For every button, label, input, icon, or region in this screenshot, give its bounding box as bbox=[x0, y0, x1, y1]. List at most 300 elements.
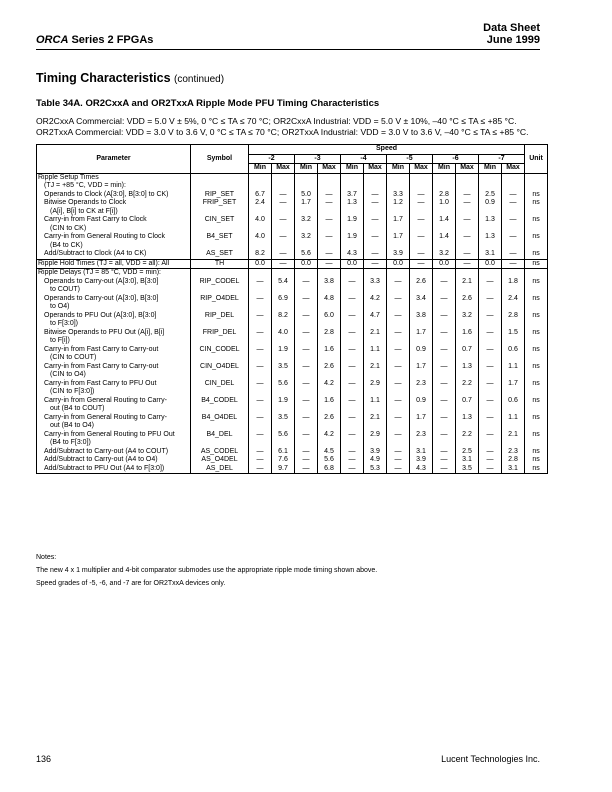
unit-cell bbox=[525, 405, 548, 414]
value-cell bbox=[387, 405, 410, 414]
value-cell: 1.7 bbox=[410, 414, 433, 423]
table-row bbox=[37, 312, 548, 321]
value-cell: 2.6 bbox=[456, 295, 479, 304]
value-cell: 1.9 bbox=[272, 346, 295, 355]
value-cell bbox=[502, 439, 525, 448]
table-row bbox=[37, 259, 548, 269]
max-header: Max bbox=[456, 164, 479, 174]
max-header: Max bbox=[272, 164, 295, 174]
value-cell bbox=[318, 337, 341, 346]
value-cell bbox=[479, 225, 502, 234]
value-cell: 1.5 bbox=[502, 329, 525, 338]
value-cell: 2.1 bbox=[456, 278, 479, 287]
value-cell bbox=[318, 405, 341, 414]
value-cell: 0.9 bbox=[410, 397, 433, 406]
value-cell: — bbox=[502, 216, 525, 225]
value-cell: 0.0 bbox=[295, 259, 318, 269]
table-row bbox=[37, 346, 548, 355]
table-row-continuation bbox=[37, 337, 548, 346]
value-cell: 1.3 bbox=[479, 216, 502, 225]
value-cell bbox=[479, 422, 502, 431]
parameter-text: to F[3:0]) bbox=[50, 320, 79, 327]
parameter-text: Carry-in from Fast Carry to Clock bbox=[44, 216, 147, 223]
value-cell: 2.3 bbox=[502, 448, 525, 457]
value-cell: 3.1 bbox=[410, 448, 433, 457]
value-cell: 3.9 bbox=[387, 250, 410, 259]
value-cell bbox=[433, 371, 456, 380]
symbol-cell: RIP_O4DEL bbox=[191, 295, 249, 304]
value-cell: — bbox=[433, 363, 456, 372]
value-cell: 4.0 bbox=[249, 216, 272, 225]
parameter-text: Operands to Clock (A[3:0], B[3:0] to CK) bbox=[44, 190, 169, 198]
value-cell bbox=[456, 208, 479, 217]
value-cell bbox=[456, 225, 479, 234]
value-cell: — bbox=[502, 199, 525, 208]
value-cell bbox=[318, 208, 341, 217]
value-cell: — bbox=[387, 380, 410, 389]
value-cell: — bbox=[387, 414, 410, 423]
symbol-cell: B4_SET bbox=[191, 233, 249, 242]
value-cell bbox=[295, 439, 318, 448]
unit-cell: ns bbox=[525, 199, 548, 208]
table-caption: Table 34A. OR2CxxA and OR2TxxA Ripple Mode PFU Timing Characteristics bbox=[36, 98, 380, 109]
symbol-cell bbox=[191, 388, 249, 397]
value-cell: 1.7 bbox=[502, 380, 525, 389]
value-cell bbox=[295, 286, 318, 295]
symbol-cell: CIN_CODEL bbox=[191, 346, 249, 355]
value-cell: 3.4 bbox=[410, 295, 433, 304]
unit-cell bbox=[525, 388, 548, 397]
value-cell bbox=[479, 286, 502, 295]
value-cell bbox=[410, 422, 433, 431]
parameter-text: Operands to PFU Out (A[3:0], B[3:0] bbox=[44, 311, 157, 319]
value-cell: — bbox=[341, 465, 364, 474]
parameter-text: (A[i], B[i] to CK at F[i]) bbox=[50, 207, 118, 215]
value-cell bbox=[364, 242, 387, 251]
value-cell bbox=[502, 303, 525, 312]
value-cell: — bbox=[318, 259, 341, 269]
symbol-cell bbox=[191, 208, 249, 217]
value-cell: — bbox=[479, 465, 502, 474]
value-cell: 8.2 bbox=[272, 312, 295, 321]
table-row-continuation bbox=[37, 242, 548, 251]
symbol-cell: CIN_O4DEL bbox=[191, 363, 249, 372]
value-cell bbox=[318, 242, 341, 251]
value-cell: — bbox=[410, 191, 433, 200]
parameter-text: Carry-in from General Routing to Carry- bbox=[44, 396, 167, 404]
min-header: Min bbox=[387, 164, 410, 174]
parameter-text: out (B4 to O4) bbox=[50, 422, 94, 429]
value-cell: — bbox=[456, 250, 479, 259]
value-cell: 0.9 bbox=[410, 346, 433, 355]
symbol-cell bbox=[191, 320, 249, 329]
value-cell: — bbox=[295, 448, 318, 457]
parameter-text: Add/Subtract to Carry-out (A4 to O4) bbox=[44, 456, 158, 463]
value-cell: 1.3 bbox=[479, 233, 502, 242]
value-cell bbox=[249, 422, 272, 431]
value-cell: — bbox=[295, 414, 318, 423]
value-cell bbox=[272, 286, 295, 295]
value-cell: — bbox=[410, 233, 433, 242]
conditions-line: OR2CxxA Commercial: VDD = 5.0 V ± 5%, 0 °C ≤ TA ≤ 70 °C; OR2CxxA Industrial: VDD = 5.0 V ± 10%, –40 °C ≤ TA ≤ +85 °C. bbox=[36, 116, 517, 126]
value-cell: — bbox=[341, 448, 364, 457]
value-cell bbox=[272, 371, 295, 380]
value-cell: — bbox=[479, 380, 502, 389]
page-number: 136 bbox=[36, 754, 52, 764]
table-row bbox=[37, 431, 548, 440]
parameter-text: (B4 to CK) bbox=[50, 241, 83, 249]
value-cell bbox=[479, 388, 502, 397]
symbol-cell bbox=[191, 422, 249, 431]
unit-cell: ns bbox=[525, 456, 548, 465]
value-cell: 6.7 bbox=[249, 191, 272, 200]
value-cell bbox=[272, 337, 295, 346]
table-row bbox=[37, 456, 548, 465]
value-cell: 1.1 bbox=[502, 414, 525, 423]
header-speed: Speed bbox=[249, 145, 525, 155]
value-cell: 1.0 bbox=[433, 199, 456, 208]
value-cell: 1.4 bbox=[433, 216, 456, 225]
value-cell bbox=[502, 388, 525, 397]
value-cell bbox=[364, 208, 387, 217]
value-cell: — bbox=[433, 329, 456, 338]
header-symbol: Symbol bbox=[191, 145, 249, 174]
value-cell bbox=[364, 371, 387, 380]
value-cell bbox=[318, 388, 341, 397]
value-cell: — bbox=[456, 216, 479, 225]
value-cell: — bbox=[318, 250, 341, 259]
value-cell: — bbox=[295, 346, 318, 355]
symbol-cell bbox=[191, 242, 249, 251]
value-cell: 1.4 bbox=[433, 233, 456, 242]
min-header: Min bbox=[479, 164, 502, 174]
parameter-text: Carry-in from Fast Carry to Carry-out bbox=[44, 362, 159, 370]
value-cell: — bbox=[364, 199, 387, 208]
table-row-continuation bbox=[37, 225, 548, 234]
unit-cell bbox=[525, 354, 548, 363]
table-row-continuation bbox=[37, 422, 548, 431]
value-cell: 3.7 bbox=[341, 191, 364, 200]
value-cell: — bbox=[479, 414, 502, 423]
value-cell: — bbox=[318, 199, 341, 208]
value-cell bbox=[410, 303, 433, 312]
symbol-cell: B4_O4DEL bbox=[191, 414, 249, 423]
value-cell: — bbox=[387, 312, 410, 321]
table-row-continuation bbox=[37, 303, 548, 312]
value-cell bbox=[502, 320, 525, 329]
timing-table bbox=[36, 144, 548, 474]
value-cell bbox=[295, 242, 318, 251]
product-name-italic: ORCA bbox=[36, 34, 69, 46]
value-cell: — bbox=[249, 312, 272, 321]
symbol-cell bbox=[191, 439, 249, 448]
value-cell: 4.0 bbox=[249, 233, 272, 242]
value-cell: 2.6 bbox=[410, 278, 433, 287]
table-group bbox=[37, 173, 548, 259]
value-cell: 2.9 bbox=[364, 431, 387, 440]
parameter-text: (B4 to F[3:0]) bbox=[50, 439, 91, 446]
value-cell: 3.2 bbox=[433, 250, 456, 259]
value-cell bbox=[364, 388, 387, 397]
value-cell: — bbox=[387, 431, 410, 440]
value-cell: — bbox=[295, 431, 318, 440]
value-cell bbox=[387, 337, 410, 346]
table-group bbox=[37, 259, 548, 269]
value-cell bbox=[433, 286, 456, 295]
value-cell bbox=[502, 225, 525, 234]
max-header: Max bbox=[502, 164, 525, 174]
value-cell bbox=[341, 320, 364, 329]
value-cell: 5.0 bbox=[295, 191, 318, 200]
value-cell bbox=[456, 405, 479, 414]
value-cell bbox=[295, 320, 318, 329]
value-cell bbox=[387, 320, 410, 329]
value-cell: — bbox=[318, 233, 341, 242]
value-cell: 3.5 bbox=[272, 363, 295, 372]
value-cell: 2.4 bbox=[249, 199, 272, 208]
value-cell bbox=[364, 422, 387, 431]
value-cell: 4.8 bbox=[318, 295, 341, 304]
unit-cell bbox=[525, 208, 548, 217]
value-cell: 3.9 bbox=[410, 456, 433, 465]
value-cell: — bbox=[456, 259, 479, 269]
value-cell bbox=[341, 422, 364, 431]
min-header: Min bbox=[433, 164, 456, 174]
value-cell bbox=[272, 303, 295, 312]
symbol-cell bbox=[191, 405, 249, 414]
unit-cell: ns bbox=[525, 346, 548, 355]
value-cell: — bbox=[295, 456, 318, 465]
value-cell: 3.3 bbox=[364, 278, 387, 287]
parameter-text: Add/Subtract to Carry-out (A4 to COUT) bbox=[44, 447, 169, 455]
value-cell: 9.7 bbox=[272, 465, 295, 474]
value-cell bbox=[410, 388, 433, 397]
value-cell: 7.6 bbox=[272, 456, 295, 465]
value-cell: 2.1 bbox=[364, 329, 387, 338]
value-cell: — bbox=[502, 250, 525, 259]
value-cell bbox=[410, 242, 433, 251]
value-cell bbox=[272, 422, 295, 431]
value-cell bbox=[479, 320, 502, 329]
value-cell: 0.0 bbox=[387, 259, 410, 269]
value-cell: — bbox=[272, 216, 295, 225]
table-row bbox=[37, 397, 548, 406]
value-cell: — bbox=[433, 456, 456, 465]
value-cell: 2.8 bbox=[318, 329, 341, 338]
table-row bbox=[37, 295, 548, 304]
value-cell bbox=[295, 422, 318, 431]
parameter-text: (CIN to F[3:0]) bbox=[50, 388, 95, 395]
symbol-cell: TH bbox=[191, 259, 249, 269]
value-cell bbox=[456, 371, 479, 380]
value-cell: — bbox=[387, 346, 410, 355]
value-cell: — bbox=[433, 448, 456, 457]
parameter-text: (CIN to CK) bbox=[50, 224, 87, 232]
value-cell bbox=[249, 388, 272, 397]
value-cell: 0.0 bbox=[433, 259, 456, 269]
value-cell: — bbox=[479, 346, 502, 355]
unit-cell: ns bbox=[525, 216, 548, 225]
table-row bbox=[37, 250, 548, 259]
value-cell bbox=[479, 405, 502, 414]
value-cell bbox=[318, 286, 341, 295]
value-cell bbox=[249, 242, 272, 251]
value-cell: — bbox=[249, 295, 272, 304]
value-cell: 2.1 bbox=[364, 363, 387, 372]
header-parameter: Parameter bbox=[37, 145, 191, 174]
value-cell: 4.3 bbox=[410, 465, 433, 474]
value-cell: — bbox=[318, 216, 341, 225]
value-cell bbox=[479, 208, 502, 217]
value-cell: — bbox=[295, 397, 318, 406]
value-cell: 3.1 bbox=[502, 465, 525, 474]
value-cell: — bbox=[479, 431, 502, 440]
unit-cell bbox=[525, 225, 548, 234]
value-cell bbox=[433, 405, 456, 414]
value-cell: 0.7 bbox=[456, 346, 479, 355]
value-cell bbox=[410, 371, 433, 380]
symbol-cell: FRIP_DEL bbox=[191, 329, 249, 338]
value-cell: 5.6 bbox=[318, 456, 341, 465]
value-cell: 1.6 bbox=[456, 329, 479, 338]
parameter-text: to COUT) bbox=[50, 286, 80, 293]
value-cell: — bbox=[387, 465, 410, 474]
parameter-text: to O4) bbox=[50, 303, 70, 310]
value-cell: 3.1 bbox=[456, 456, 479, 465]
value-cell bbox=[249, 337, 272, 346]
value-cell bbox=[295, 371, 318, 380]
value-cell: — bbox=[456, 199, 479, 208]
parameter-text: Add/Subtract to PFU Out (A4 to F[3:0]) bbox=[44, 464, 165, 472]
parameter-text: Carry-in from General Routing to Clock bbox=[44, 233, 165, 240]
value-cell bbox=[341, 242, 364, 251]
value-cell: — bbox=[249, 456, 272, 465]
value-cell bbox=[318, 320, 341, 329]
table-group bbox=[37, 269, 548, 474]
value-cell bbox=[364, 303, 387, 312]
value-cell: — bbox=[341, 278, 364, 287]
unit-cell: ns bbox=[525, 363, 548, 372]
value-cell: 0.6 bbox=[502, 346, 525, 355]
symbol-cell: B4_DEL bbox=[191, 431, 249, 440]
max-header: Max bbox=[364, 164, 387, 174]
value-cell: — bbox=[387, 456, 410, 465]
value-cell: — bbox=[249, 278, 272, 287]
value-cell bbox=[387, 439, 410, 448]
value-cell bbox=[387, 354, 410, 363]
doc-type: Data Sheet bbox=[483, 22, 540, 34]
table-row bbox=[37, 278, 548, 287]
value-cell: — bbox=[295, 465, 318, 474]
value-cell bbox=[456, 337, 479, 346]
value-cell bbox=[249, 439, 272, 448]
value-cell bbox=[341, 303, 364, 312]
value-cell bbox=[295, 303, 318, 312]
value-cell: 6.1 bbox=[272, 448, 295, 457]
value-cell: — bbox=[433, 431, 456, 440]
value-cell: — bbox=[364, 216, 387, 225]
section-title-main: Timing Characteristics bbox=[36, 71, 171, 85]
group-heading-text: (TJ = +85 °C, VDD = min): bbox=[44, 182, 126, 189]
value-cell: — bbox=[295, 312, 318, 321]
value-cell bbox=[249, 286, 272, 295]
value-cell bbox=[387, 286, 410, 295]
value-cell: — bbox=[341, 380, 364, 389]
parameter-text: Carry-in from Fast Carry to Carry-out bbox=[44, 345, 159, 353]
value-cell bbox=[295, 354, 318, 363]
value-cell bbox=[410, 208, 433, 217]
value-cell: — bbox=[479, 278, 502, 287]
value-cell: — bbox=[249, 346, 272, 355]
value-cell bbox=[410, 286, 433, 295]
value-cell: — bbox=[295, 278, 318, 287]
value-cell bbox=[456, 388, 479, 397]
value-cell bbox=[364, 337, 387, 346]
value-cell bbox=[433, 388, 456, 397]
value-cell bbox=[433, 225, 456, 234]
value-cell bbox=[249, 225, 272, 234]
value-cell: — bbox=[433, 295, 456, 304]
table-row-continuation bbox=[37, 405, 548, 414]
parameter-text: Bitwise Operands to PFU Out (A[i], B[i] bbox=[44, 328, 165, 336]
parameter-text: Operands to Carry-out (A[3:0], B[3:0] bbox=[44, 277, 159, 285]
value-cell: — bbox=[479, 397, 502, 406]
value-cell bbox=[364, 354, 387, 363]
value-cell bbox=[479, 439, 502, 448]
value-cell: — bbox=[272, 191, 295, 200]
unit-cell bbox=[525, 303, 548, 312]
parameter-text: (CIN to COUT) bbox=[50, 354, 97, 361]
value-cell bbox=[479, 371, 502, 380]
value-cell: — bbox=[341, 312, 364, 321]
symbol-cell bbox=[191, 286, 249, 295]
unit-cell: ns bbox=[525, 414, 548, 423]
value-cell: 5.3 bbox=[364, 465, 387, 474]
value-cell bbox=[433, 422, 456, 431]
value-cell: — bbox=[341, 346, 364, 355]
value-cell: 0.6 bbox=[502, 397, 525, 406]
symbol-cell bbox=[191, 303, 249, 312]
value-cell: — bbox=[433, 397, 456, 406]
value-cell: — bbox=[479, 456, 502, 465]
speed-grade-header: -3 bbox=[295, 154, 341, 164]
value-cell bbox=[410, 225, 433, 234]
speed-grade-header: -2 bbox=[249, 154, 295, 164]
value-cell: 3.1 bbox=[479, 250, 502, 259]
value-cell: 6.9 bbox=[272, 295, 295, 304]
value-cell: — bbox=[410, 199, 433, 208]
max-header: Max bbox=[410, 164, 433, 174]
table-row bbox=[37, 465, 548, 474]
value-cell: 2.2 bbox=[456, 380, 479, 389]
value-cell bbox=[249, 405, 272, 414]
value-cell: 2.8 bbox=[433, 191, 456, 200]
symbol-cell: FRIP_SET bbox=[191, 199, 249, 208]
table-row-continuation bbox=[37, 320, 548, 329]
value-cell bbox=[364, 286, 387, 295]
value-cell bbox=[456, 286, 479, 295]
value-cell: 3.8 bbox=[318, 278, 341, 287]
value-cell: — bbox=[341, 431, 364, 440]
value-cell: — bbox=[249, 397, 272, 406]
value-cell bbox=[387, 388, 410, 397]
value-cell bbox=[502, 242, 525, 251]
value-cell: 0.7 bbox=[456, 397, 479, 406]
value-cell: 1.7 bbox=[387, 216, 410, 225]
value-cell bbox=[456, 439, 479, 448]
value-cell: — bbox=[341, 329, 364, 338]
unit-cell bbox=[525, 320, 548, 329]
